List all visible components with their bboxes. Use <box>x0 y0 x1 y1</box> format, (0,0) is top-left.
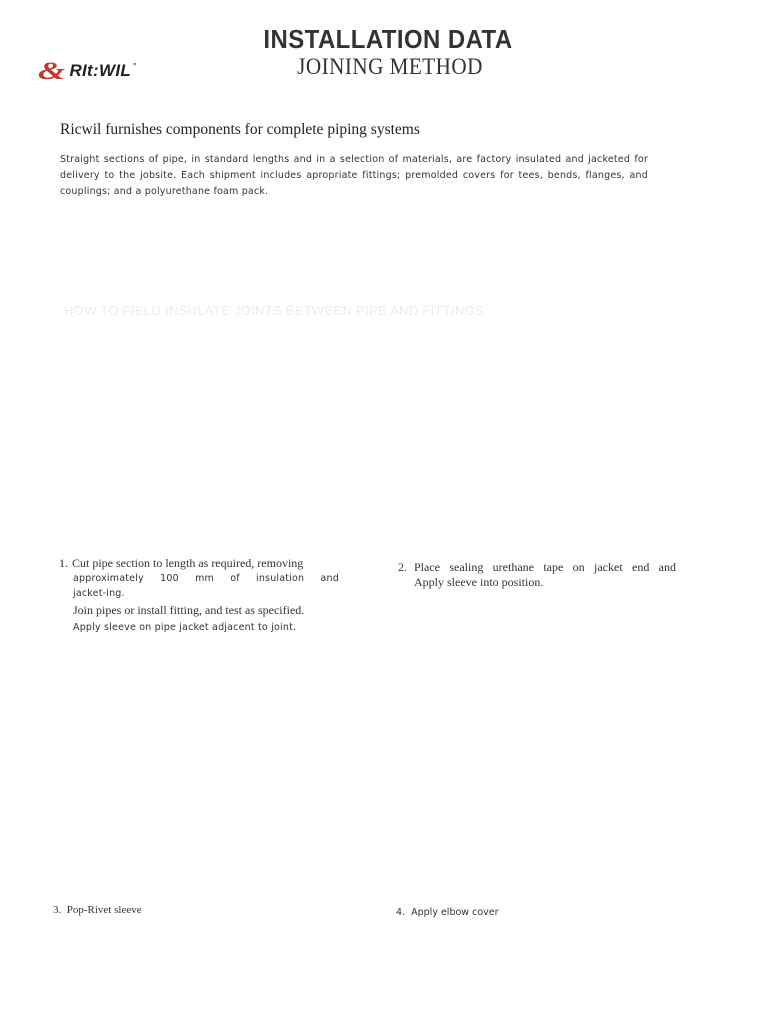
step-3-text: Pop-Rivet sleeve <box>66 904 142 916</box>
step-4-text: Apply elbow cover <box>411 907 499 918</box>
step-1-instructions <box>59 556 339 635</box>
step-1-line-3: jacket-ing. <box>73 588 125 599</box>
intro-heading: Ricwil furnishes components for complete piping systems <box>60 121 420 138</box>
document-subtitle: JOINING METHOD <box>297 54 483 79</box>
logo-trademark: " <box>133 61 137 73</box>
logo-wordmark: RIt:WIL <box>69 61 132 80</box>
step-1-line-1 <box>59 556 339 571</box>
step-4-number: 4. <box>396 907 406 918</box>
step-1-line-4: Join pipes or install fitting, and test as specified. <box>73 603 305 617</box>
step-2-line-1 <box>398 560 676 575</box>
ricwil-logo <box>38 57 137 85</box>
step-2-line-2: Apply sleeve into position. <box>414 575 544 589</box>
step-2-text-1: Place sealing urethane tape on jacket end and <box>414 560 676 574</box>
logo-ampersand-mark: & <box>38 57 66 85</box>
step-1-line-2: approximately 100 mm of insulation and <box>73 573 339 584</box>
intro-paragraph: Straight sections of pipe, in standard lengths and in a selection of materials, are factory insulated and jacketed for delivery to the jobsite. Each shipment includes apropriate fittings; premolded covers for tees, bends, flanges, and couplings; and a polyurethane foam pack. <box>60 154 648 197</box>
step-1-number: 1. <box>59 556 68 570</box>
step-4-caption <box>396 907 499 918</box>
step-3-number: 3. <box>53 904 62 916</box>
section-heading: HOW TO FIELD INSULATE JOINTS BETWEEN PIPE AND FITTINGS <box>64 303 484 318</box>
step-3-caption <box>53 904 142 916</box>
step-2-instructions <box>398 560 676 590</box>
step-1-text-1: Cut pipe section to length as required, removing <box>72 556 304 570</box>
document-title: INSTALLATION DATA <box>263 24 513 54</box>
step-2-number: 2. <box>398 560 407 574</box>
step-1-line-5: Apply sleeve on pipe jacket adjacent to joint. <box>73 622 297 633</box>
